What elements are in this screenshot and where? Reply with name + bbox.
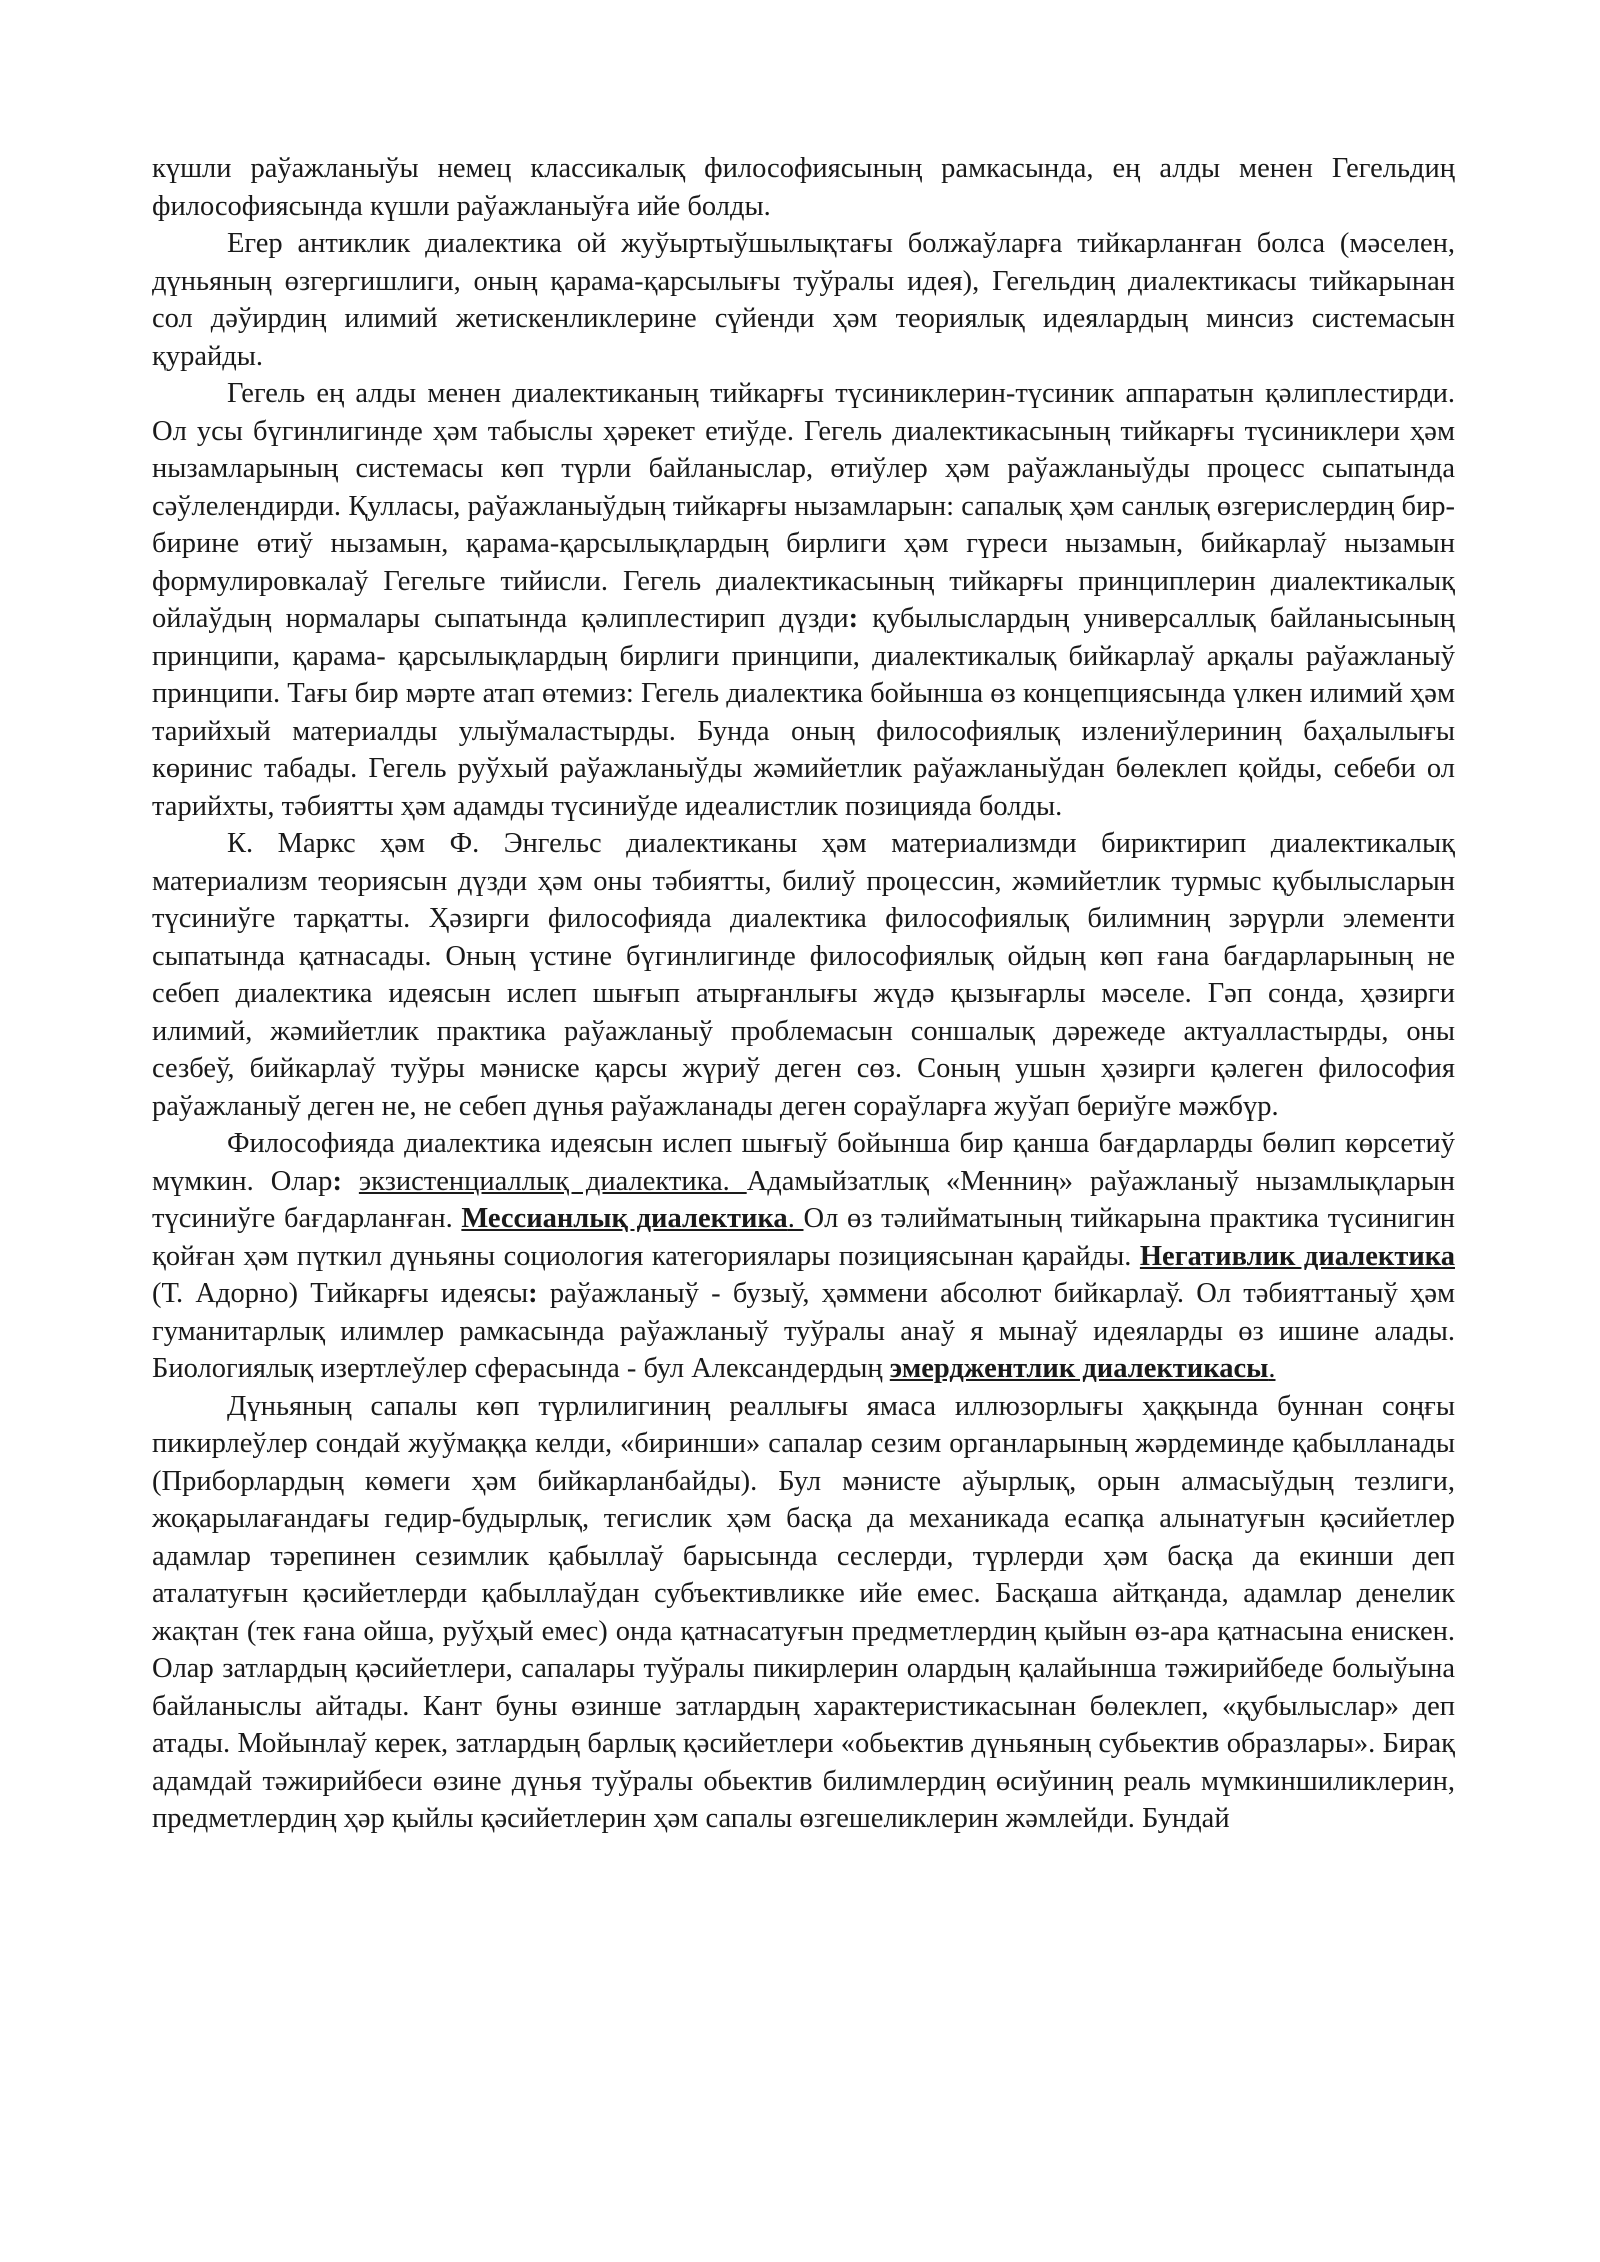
text-run: Адамыйзатлық «Менниң» раўажланыў нызамлықларын түсиниўге бағдарланған. (152, 1165, 1455, 1234)
text-run: Мессианлық диалектика (461, 1203, 788, 1234)
text-run: К. Маркс ҳәм Ф. Энгельс диалектиканы ҳәм материализмди бириктирип диалектикалық материализм теориясын дүзди ҳәм оны тәбиятты, билиў процессин, жәмийетлик турмыс қубылысларын түсиниўге тарқатты. Ҳәзирги философияда диалектика философиялық билимниң зәрүрли элементи сыпатында қатнасады. Оның үстине бүгинлигинде философиялық ойдың көп ғана бағдарларының не себеп диалектика идеясын ислеп шығып атырғанлығы жүдә қызығарлы мәселе. Гәп сонда, ҳәзирги илимий, жәмийетлик практика раўажланыў проблемасын соншалық дәрежеде актуалластырды, оны сезбеў, бийкарлаў туўры мәниске қарсы жүриў деген сөз. Соның ушын ҳәзирги қәлеген философия раўажланыў деген не, не себеп дүнья раўажланады деген сораўларға жуўап бериўге мәжбүр. (152, 828, 1455, 1122)
text-run: Философияда диалектика идеясын ислеп шығыў бойынша бир қанша бағдарларды бөлип көрсетиў мүмкин. Олар (152, 1128, 1455, 1197)
text-run: экзистенциаллық диалектика. (358, 1165, 747, 1197)
text-run: раўажланыў - бузыў, ҳәммени абсолют бийкарлаў. Ол тәбияттаныў ҳәм гуманитарлық илимлер рамкасында раўажланыў туўралы анаў я мынаў идеяларды өз ишине алады. Биологиялық изертлеўлер сферасында - бул Александердың (152, 1278, 1455, 1384)
text-run: . (787, 1203, 804, 1234)
text-run: : (848, 603, 859, 634)
document-page (152, 150, 1455, 1838)
text-run: Гегель ең алды менен диалектиканың тийкарғы түсиниклерин-түсиник аппаратын қәлиплестирди. Ол усы бүгинлигинде ҳәм табыслы ҳәрекет етиўде. Гегель диалектикасының тийкарғы түсиниклери ҳәм нызамларының системасы көп түрли байланыслар, өтиўлер ҳәм раўажланыўды процесс сыпатында сәўлелендирди. Қулласы, раўажланыўдың тийкарғы нызамларын: сапалық ҳәм санлық өзгерислердиң бир-бирине өтиў нызамын, қарама-қарсылықлардың бирлиги ҳәм гүреси нызамын, бийкарлаў нызамын формулировкалаў Гегельге тийисли. Гегель диалектикасының тийкарғы принциплерин диалектикалық ойлаўдың нормалары сыпатында қәлиплестирип дүзди (152, 378, 1455, 634)
text-run: Егер антиклик диалектика ой жуўыртыўшылықтағы болжаўларға тийкарланған болса (мәселен, дүньяның өзгергишлиги, оның қарама-қарсылығы туўралы идея), Гегельдиң диалектикасы тийкарынан сол дәўирдиң илимий жетискенликлерине сүйенди ҳәм теориялық идеялардың минсиз системасын қурайды. (152, 228, 1455, 372)
paragraph-5 (152, 1125, 1455, 1388)
paragraph-4 (152, 825, 1455, 1125)
text-run: . (1268, 1353, 1276, 1384)
paragraph-1 (152, 150, 1455, 225)
text-run: эмерджентлик диалектикасы (889, 1353, 1269, 1384)
text-run: Ол өз тәлийматының тийкарына практика түсинигин қойған ҳәм пүткил дүньяны социология категориялары позициясынан қарайды. (152, 1203, 1456, 1272)
paragraph-6 (152, 1388, 1455, 1838)
text-run: : (332, 1165, 342, 1197)
paragraph-2 (152, 225, 1455, 375)
text-run: қубылыслардың универсаллық байланысының принципи, қарама- қарсылықлардың бирлиги принципи, диалектикалық бийкарлаў арқалы раўажланыў принципи. Тағы бир мәрте атап өтемиз: Гегель диалектика бойынша өз концепциясында үлкен илимий ҳәм тарийхый материалды улыўмаластырды. Бунда оның философиялық излениўлериниң баҳалылығы көринис табады. Гегель руўхый раўажланыўды жәмийетлик раўажланыўдан бөлеклеп қойды, себеби ол тарийхты, тәбиятты ҳәм адамды түсиниўде идеалистлик позицияда болды. (152, 603, 1455, 822)
text-run: : (528, 1278, 538, 1309)
text-run (342, 1166, 359, 1197)
text-run: (Т. Адорно) Тийкарғы идеясы (152, 1278, 529, 1309)
text-run: Дүньяның сапалы көп түрлилигиниң реаллығы ямаса иллюзорлығы ҳаққында буннан соңғы пикирлеўлер сондай жуўмаққа келди, «биринши» сапалар сезим органларының жәрдеминде қабылланады (Приборлардың көмеги ҳәм бийкарланбайды). Бул мәнисте аўырлық, орын алмасыўдың тезлиги, жоқарылағандағы гедир-будырлық, тегислик ҳәм басқа да механикада есапқа алынатуғын қәсийетлер адамлар тәрепинен сезимлик қабыллаў барысында сеслерди, түрлерди ҳәм басқа да екинши деп аталатуғын қәсийетлерди қабыллаўдан субъективликке ийе емес. Басқаша айтқанда, адамлар денелик жақтан (тек ғана ойша, руўҳый емес) онда қатнасатуғын предметлердиң қыйын өз-ара қатнасына енискен. Олар затлардың қәсийетлери, сапалары туўралы пикирлерин олардың қалайынша тәжирийбеде болыўына байланыслы айтады. Кант буны өзинше затлардың характеристикасынан бөлеклеп, «қубылыслар» деп атады. Мойынлаў керек, затлардың барлық қәсийетлери «обьектив дүньяның субьектив образлары». Бирақ адамдай тәжирийбеси өзине дүнья туўралы обьектив билимлердиң өсиўиниң реаль мүмкиншиликлерин, предметлердиң ҳәр қыйлы қәсийетлерин ҳәм сапалы өзгешеликлерин жәмлейди. Бундай (152, 1390, 1455, 1834)
paragraph-3 (152, 375, 1455, 825)
text-run: Негативлик диалектика (1139, 1240, 1455, 1272)
text-run: күшли раўажланыўы немец классикалық философиясының рамкасында, ең алды менен Гегельдиң философиясында күшли раўажланыўға ийе болды. (152, 153, 1455, 222)
